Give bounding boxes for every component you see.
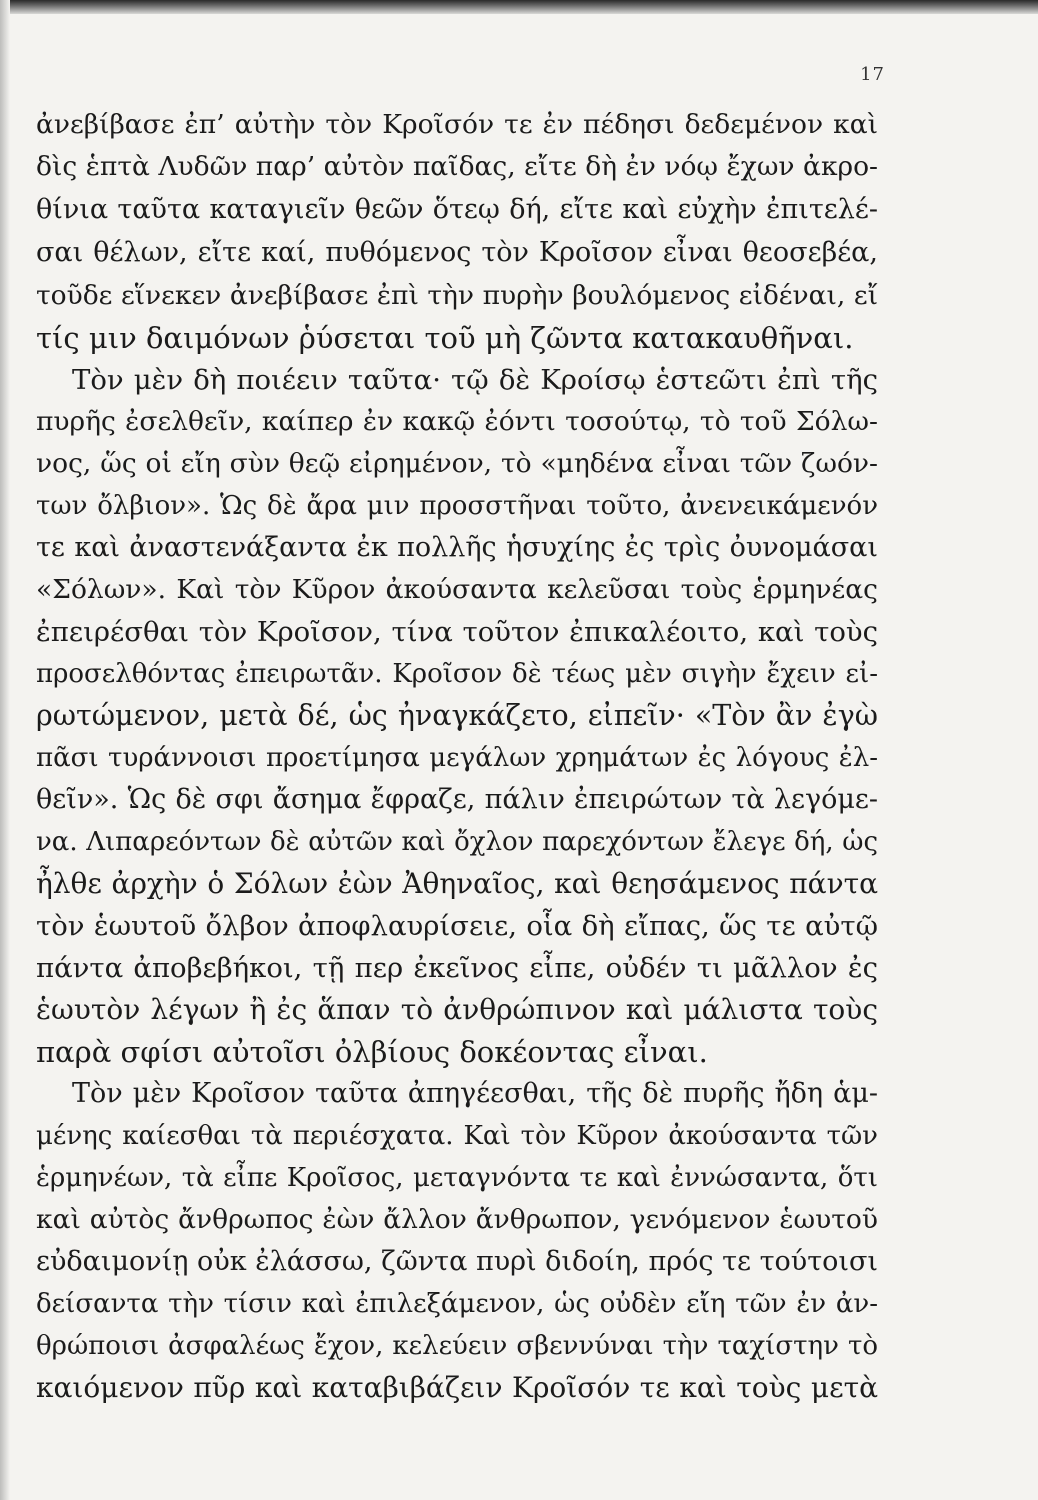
text-line: καιόμενον πῦρ καὶ καταβιβάζειν Κροῖσόν τε καὶ τοὺς μετὰ [36,1371,878,1404]
text-line: Τὸν μὲν Κροῖσον ταῦτα ἀπηγέεσθαι, τῆς δὲ πυρῆς ἤδη ἁμ- [72,1078,878,1109]
text-line: θρώποισι ἀσφαλέως ἔχον, κελεύειν σβεννύναι τὴν ταχίστην τὸ [36,1331,878,1361]
text-line: καὶ αὐτὸς ἄνθρωπος ἐὼν ἄλλον ἄνθρωπον, γενόμενον ἑωυτοῦ [36,1204,878,1235]
text-line: παρὰ σφίσι αὐτοῖσι ὀλβίους δοκέοντας εἶναι. [36,1035,708,1069]
text-line: των ὄλβιον». Ὡς δὲ ἄρα μιν προσστῆναι τοῦτο, ἀνενεικάμενόν [36,491,878,521]
text-line: ἀνεβίβασε ἐπ’ αὐτὴν τὸν Κροῖσόν τε ἐν πέδησι δεδεμένον καὶ [36,109,878,140]
text-line: ἦλθε ἀρχὴν ὁ Σόλων ἐὼν Ἀθηναῖος, καὶ θεησάμενος πάντα [36,867,878,900]
text-line: ἐπειρέσθαι τὸν Κροῖσον, τίνα τοῦτον ἐπικαλέοιτο, καὶ τοὺς [36,616,878,648]
text-line: τοῦδε εἵνεκεν ἀνεβίβασε ἐπὶ τὴν πυρὴν βουλόμενος εἰδέναι, εἴ [36,280,878,311]
text-line: θεῖν». Ὡς δὲ σφι ἄσημα ἔφραζε, πάλιν ἐπειρώτων τὰ λεγόμε- [36,784,878,815]
text-line: νος, ὥς οἱ εἴη σὺν θεῷ εἰρημένον, τὸ «μηδένα εἶναι τῶν ζωόν- [36,448,878,479]
text-line: σαι θέλων, εἴτε καί, πυθόμενος τὸν Κροῖσον εἶναι θεοσεβέα, [36,237,878,268]
text-line: πυρῆς ἐσελθεῖν, καίπερ ἐν κακῷ ἐόντι τοσούτῳ, τὸ τοῦ Σόλω- [36,406,878,437]
text-line: «Σόλων». Καὶ τὸν Κῦρον ἀκούσαντα κελεῦσαι τοὺς ἑρμηνέας [36,574,878,605]
text-line: τίς μιν δαιμόνων ῥύσεται τοῦ μὴ ζῶντα κατακαυθῆναι. [36,321,854,355]
text-line: ἑρμηνέων, τὰ εἶπε Κροῖσος, μεταγνόντα τε καὶ ἐννώσαντα, ὅτι [36,1163,878,1193]
text-line: να. Λιπαρεόντων δὲ αὐτῶν καὶ ὄχλον παρεχόντων ἔλεγε δή, ὡς [36,827,878,857]
text-line: πάντα ἀποβεβήκοι, τῇ περ ἐκεῖνος εἶπε, οὐδέν τι μᾶλλον ἐς [36,952,878,984]
page-number: 17 [860,64,885,85]
text-line: δὶς ἑπτὰ Λυδῶν παρ’ αὐτὸν παῖδας, εἴτε δὴ ἐν νόῳ ἔχων ἀκρο- [36,151,878,182]
text-line: εὐδαιμονίῃ οὐκ ἐλάσσω, ζῶντα πυρὶ διδοίη, πρός τε τούτοισι [36,1246,878,1277]
text-line: θίνια ταῦτα καταγιεῖν θεῶν ὅτεῳ δή, εἴτε καὶ εὐχὴν ἐπιτελέ- [36,194,878,225]
text-line: πᾶσι τυράννοισι προετίμησα μεγάλων χρημάτων ἐς λόγους ἐλ- [36,743,878,773]
text-line: τε καὶ ἀναστενάξαντα ἐκ πολλῆς ἡσυχίης ἐς τρὶς ὀυνομάσαι [36,532,878,563]
text-line: ρωτώμενον, μετὰ δέ, ὡς ἠναγκάζετο, εἰπεῖν· «Τὸν ἂν ἐγὼ [36,699,878,732]
text-line: Τὸν μὲν δὴ ποιέειν ταῦτα· τῷ δὲ Κροίσῳ ἑστεῶτι ἐπὶ τῆς [72,364,878,396]
text-line: τὸν ἑωυτοῦ ὄλβον ἀποφλαυρίσειε, οἷα δὴ εἴπας, ὥς τε αὐτῷ [36,910,878,942]
text-line: δείσαντα τὴν τίσιν καὶ ἐπιλεξάμενον, ὡς οὐδὲν εἴη τῶν ἐν ἀν- [36,1289,878,1319]
text-line: προσελθόντας ἐπειρωτᾶν. Κροῖσον δὲ τέως μὲν σιγὴν ἔχειν εἰ- [36,659,878,689]
text-line: ἑωυτὸν λέγων ἢ ἐς ἅπαν τὸ ἀνθρώπινον καὶ μάλιστα τοὺς [36,993,878,1026]
text-line: μένης καίεσθαι τὰ περιέσχατα. Καὶ τὸν Κῦρον ἀκούσαντα τῶν [36,1121,878,1151]
